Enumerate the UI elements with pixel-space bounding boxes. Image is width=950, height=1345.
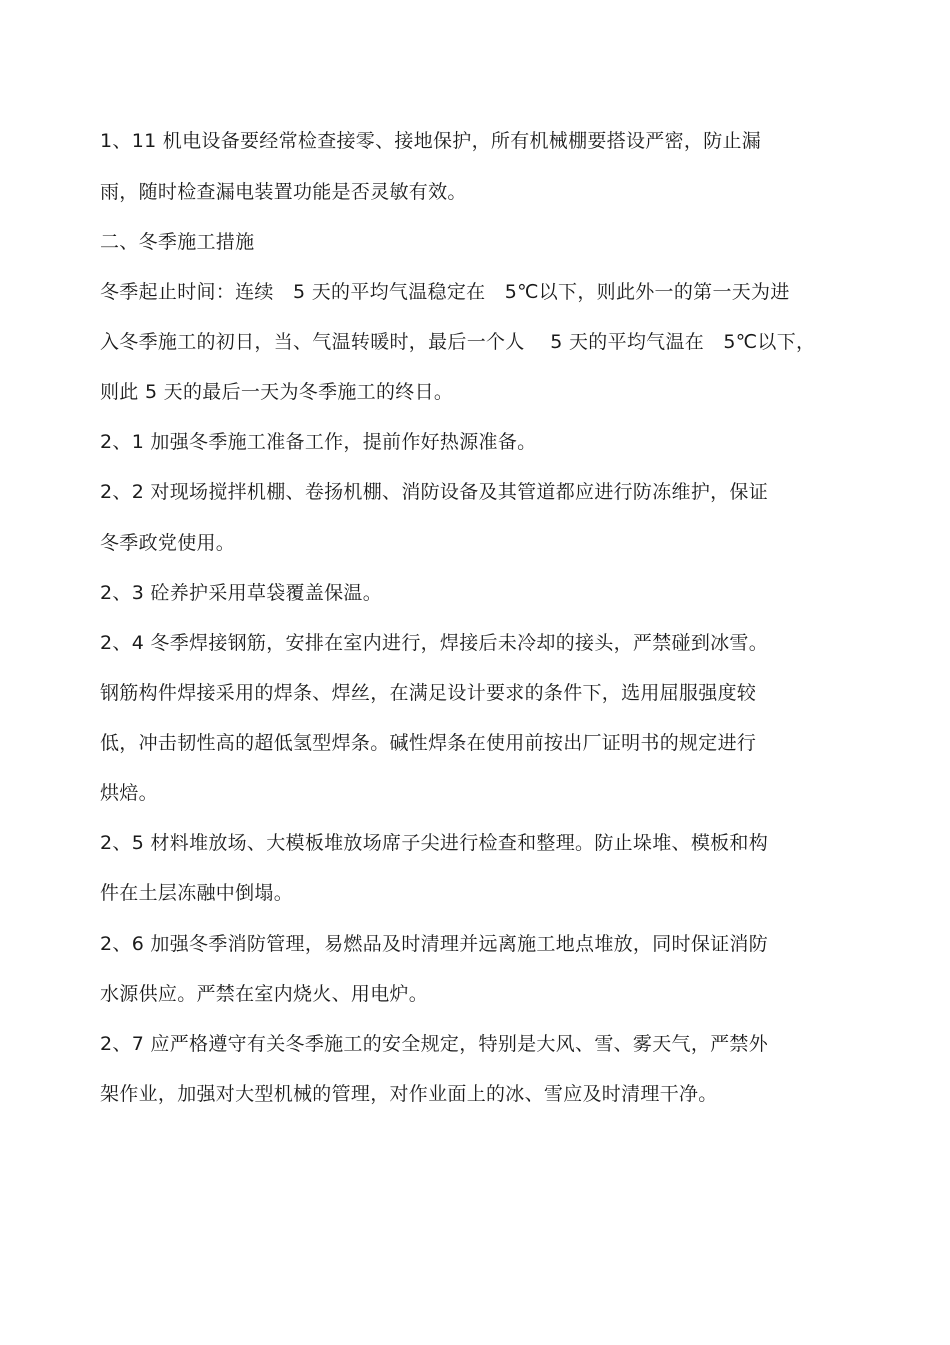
text-line-20: 架作业，加强对大型机械的管理，对作业面上的冰、雪应及时清理干净。 (100, 1083, 718, 1105)
text-line-7: 2、1 加强冬季施工准备工作，提前作好热源准备。 (100, 431, 537, 453)
text-line-5: 入冬季施工的初日，当、气温转暖时，最后一个人 5 天的平均气温在 5℃以下， (100, 331, 816, 353)
text-line-8: 2、2 对现场搅拌机棚、卷扬机棚、消防设备及其管道都应进行防冻维护，保证 (100, 481, 769, 503)
text-line-4: 冬季起止时间：连续 5 天的平均气温稳定在 5℃以下，则此外一的第一天为进 (100, 281, 790, 303)
text-line-6: 则此 5 天的最后一天为冬季施工的终日。 (100, 381, 454, 403)
text-line-2: 雨，随时检查漏电装置功能是否灵敏有效。 (100, 181, 467, 203)
text-line-11: 2、4 冬季焊接钢筋，安排在室内进行，焊接后未冷却的接头，严禁碰到冰雪。 (100, 632, 769, 654)
text-line-15: 2、5 材料堆放场、大模板堆放场席子尖进行检查和整理。防止垛堆、模板和构 (100, 832, 769, 854)
text-line-18: 水源供应。严禁在室内烧火、用电炉。 (100, 983, 429, 1005)
text-line-17: 2、6 加强冬季消防管理，易燃品及时清理并远离施工地点堆放，同时保证消防 (100, 933, 769, 955)
text-line-9: 冬季政党使用。 (100, 532, 236, 554)
text-line-12: 钢筋构件焊接采用的焊条、焊丝，在满足设计要求的条件下，选用屈服强度较 (100, 682, 757, 704)
text-line-16: 件在土层冻融中倒塌。 (100, 882, 294, 904)
text-line-19: 2、7 应严格遵守有关冬季施工的安全规定，特别是大风、雪、雾天气，严禁外 (100, 1033, 769, 1055)
text-line-13: 低，冲击韧性高的超低氢型焊条。碱性焊条在使用前按出厂证明书的规定进行 (100, 732, 757, 754)
text-line-1: 1、11 机电设备要经常检查接零、接地保护，所有机械棚要搭设严密，防止漏 (100, 130, 762, 152)
text-line-10: 2、3 砼养护采用草袋覆盖保温。 (100, 582, 383, 604)
text-line-14: 烘焙。 (100, 782, 158, 804)
section-heading: 二、冬季施工措施 (100, 231, 255, 253)
